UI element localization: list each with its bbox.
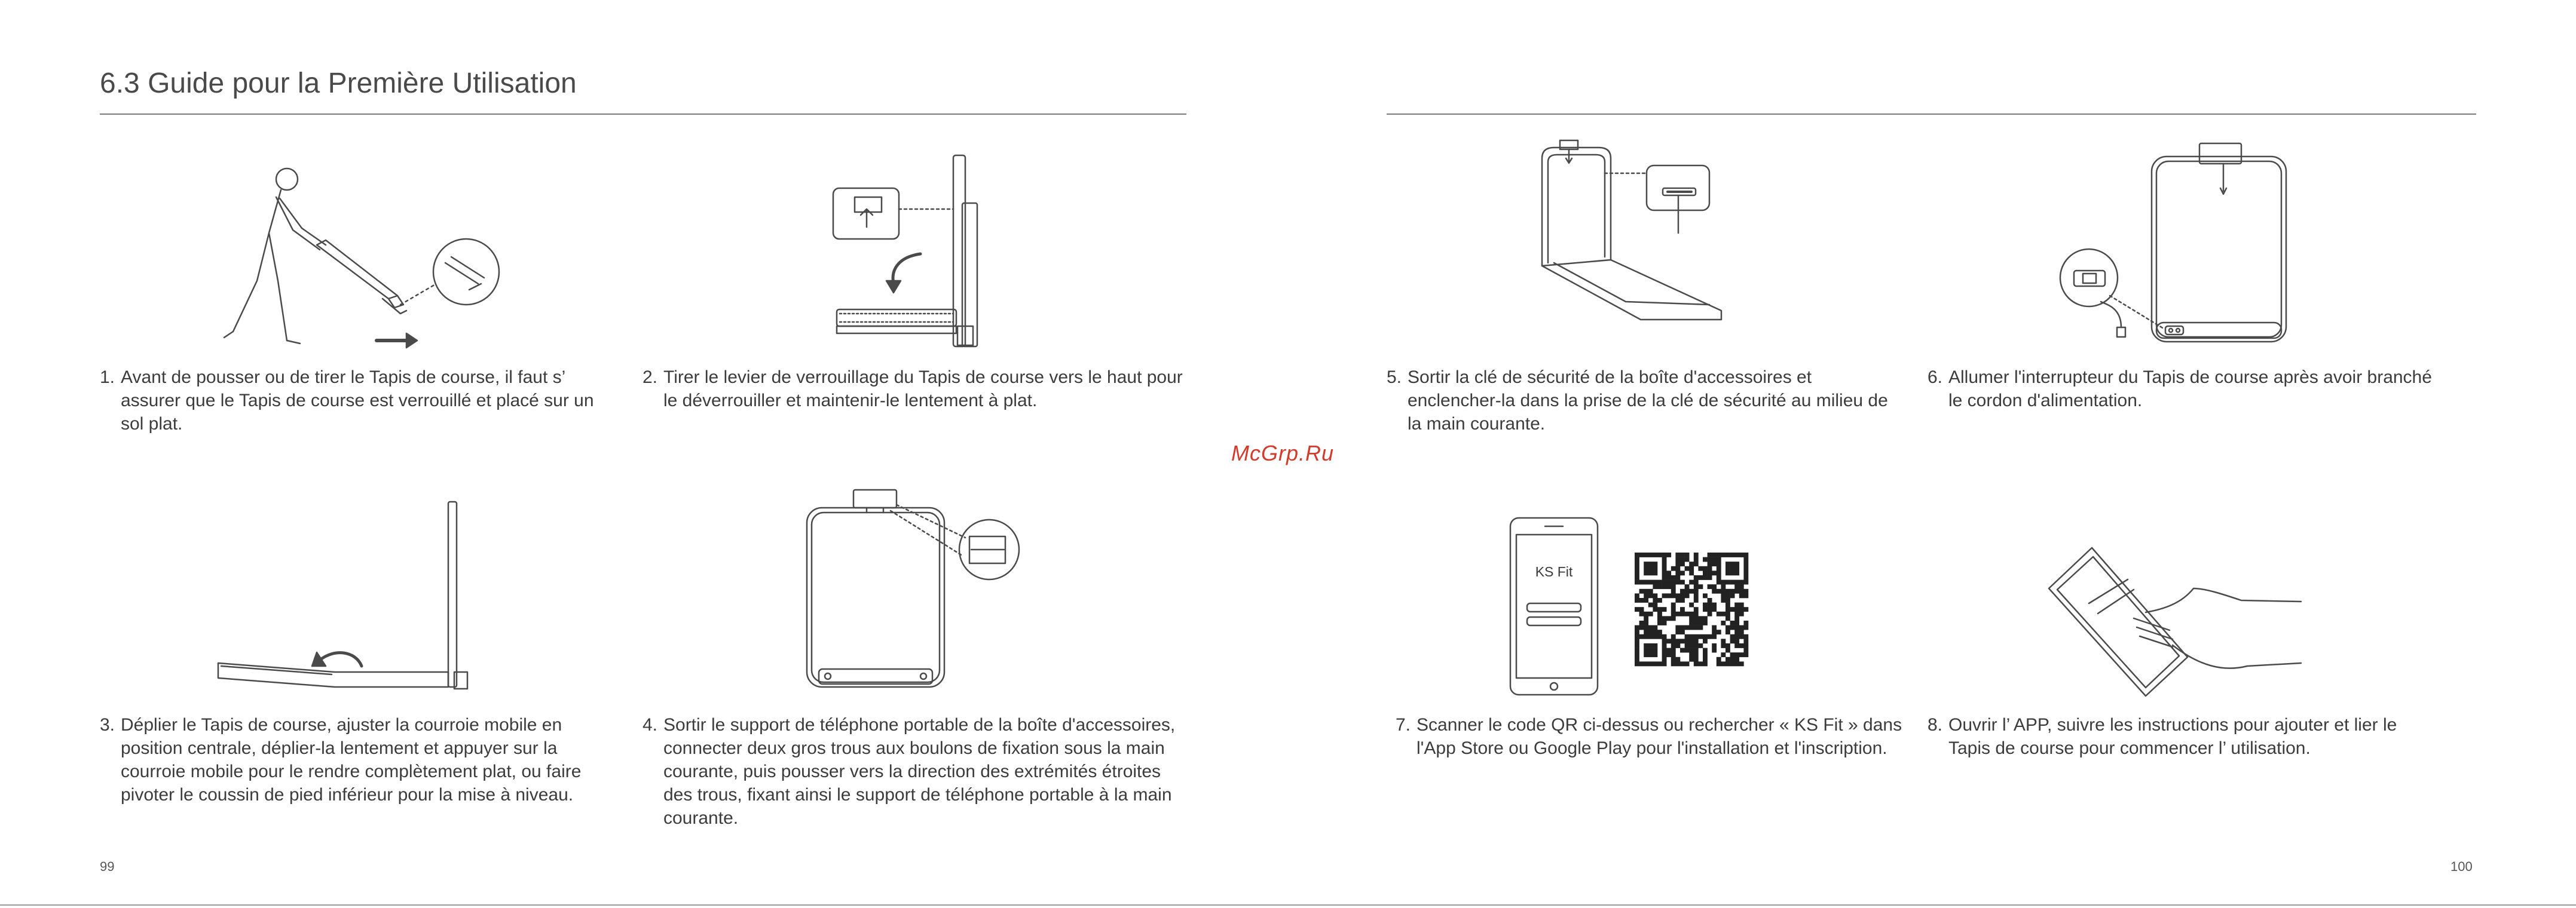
watermark: McGrp.Ru xyxy=(1231,441,1335,465)
illustration-unlock-lever xyxy=(831,149,1010,355)
illustration-app-phone xyxy=(1509,517,1599,696)
step-number: 8. xyxy=(1928,715,1943,735)
step-text: Déplier le Tapis de course, ajuster la courroie mobile en position centrale, déplier-la lentement et appuyer sur la courroie mobile pour le rendre complètement plat, ou faire pivoter le coussin de pied inférieur pour la mise à niveau. xyxy=(121,715,582,805)
header-divider-left xyxy=(100,114,1186,115)
step-text: Avant de pousser ou de tirer le Tapis de course, il faut s’ assurer que le Tapis de course est verrouillé et placé sur un sol plat. xyxy=(121,367,594,434)
page-number-right: 100 xyxy=(2450,859,2473,874)
header-divider-right xyxy=(1387,114,2476,115)
page-number-left: 99 xyxy=(100,859,115,874)
step-text: Allumer l'interrupteur du Tapis de course après avoir branché le cordon d'alimentation. xyxy=(1948,367,2432,410)
step-text: Tirer le levier de verrouillage du Tapis de course vers le haut pour le déverrouiller et maintenir-le lentement à plat. xyxy=(663,367,1183,410)
step-6 xyxy=(1928,366,2442,412)
illustration-safety-key xyxy=(1530,140,1727,352)
step-5 xyxy=(1387,366,1901,435)
step-3 xyxy=(100,713,602,806)
illustration-phone-holder xyxy=(801,490,1028,699)
step-4 xyxy=(643,713,1186,830)
step-number: 3. xyxy=(100,715,115,735)
step-number: 5. xyxy=(1387,367,1402,387)
illustration-unfold-treadmill xyxy=(215,496,496,699)
step-text: Sortir la clé de sécurité de la boîte d'accessoires et enclencher-la dans la prise de la clé de sécurité au milieu de la main courante. xyxy=(1408,367,1888,434)
step-number: 1. xyxy=(100,367,115,387)
step-8 xyxy=(1928,713,2442,760)
footer-divider xyxy=(0,904,2576,906)
step-1 xyxy=(100,366,602,435)
step-number: 4. xyxy=(643,715,658,735)
step-number: 2. xyxy=(643,367,658,387)
illustration-power-switch xyxy=(2059,143,2292,352)
step-text: Ouvrir l’ APP, suivre les instructions pour ajouter et lier le Tapis de course pour commencer l’ utilisation. xyxy=(1948,715,2397,758)
step-number: 7. xyxy=(1396,715,1411,735)
step-text: Sortir le support de téléphone portable de la boîte d'accessoires, connecter deux gros trous aux boulons de fixation sous la main courante, puis pousser vers la direction des extrémités étroites des trous, fixant ainsi le support de téléphone portable à la main courante. xyxy=(663,715,1176,828)
illustration-push-treadmill xyxy=(197,161,508,358)
illustration-hand-phone xyxy=(2044,547,2307,696)
step-7 xyxy=(1396,713,1904,760)
step-number: 6. xyxy=(1928,367,1943,387)
app-name-label: KS Fit xyxy=(1535,564,1573,579)
step-2 xyxy=(643,366,1186,412)
page-title: 6.3 Guide pour la Première Utilisation xyxy=(100,68,577,99)
step-text: Scanner le code QR ci-dessus ou rechercher « KS Fit » dans l'App Store ou Google Play pour l'installation et l'inscription. xyxy=(1417,715,1902,758)
qr-code xyxy=(1635,553,1748,666)
